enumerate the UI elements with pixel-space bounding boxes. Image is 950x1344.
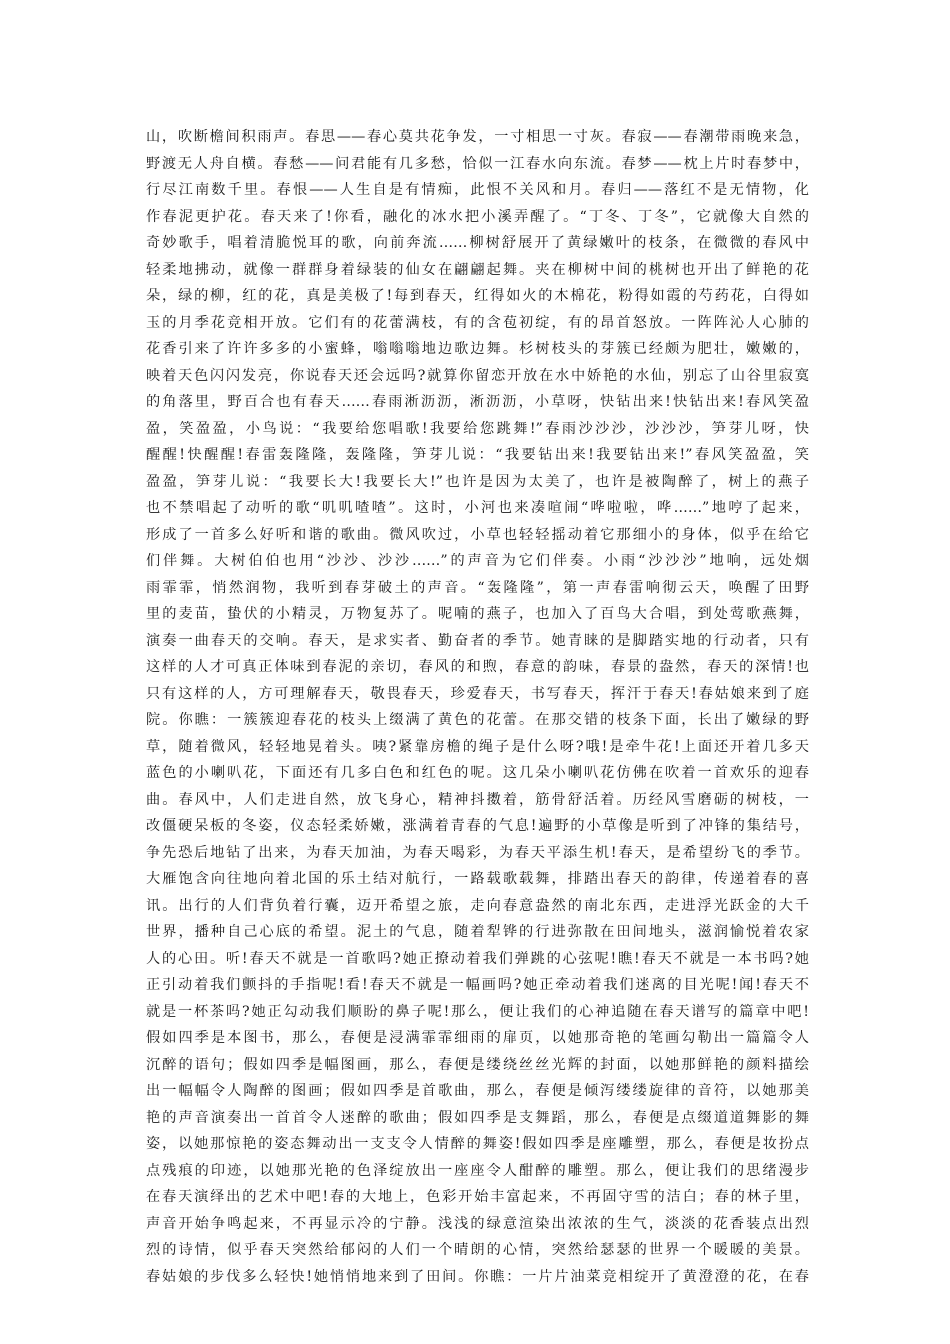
text-line: 的角落里，野百合也有春天……春雨淅沥沥，淅沥沥，小草呀，快钻出来!快钻出来!春风笑盈 bbox=[146, 394, 809, 410]
text-line: 雨霏霏，悄然润物，我听到春芽破土的声音。“轰隆隆”，第一声春雷响彻云天，唤醒了田野 bbox=[146, 579, 809, 596]
text-line: 院。你瞧：一簇簇迎春花的枝头上缀满了黄色的花蕾。在那交错的枝条下面，长出了嫩绿的野 bbox=[146, 712, 809, 728]
text-line: 姿，以她那惊艳的姿态舞动出一支支令人情醉的舞姿!假如四季是座雕塑，那么，春便是妆扮点 bbox=[146, 1136, 809, 1152]
text-line: 世界，播种自己心底的希望。泥土的气息，随着犁铧的行进弥散在田间地头，滋润愉悦着农家 bbox=[146, 924, 809, 940]
text-line: 醒醒!快醒醒!春雷轰隆隆，轰隆隆，笋芽儿说：“我要钻出来!我要钻出来!”春风笑盈盈，笑 bbox=[146, 447, 809, 463]
text-line: 声音开始争鸣起来，不再显示冷的宁静。浅浅的绿意渲染出浓浓的生气，淡淡的花香装点出烈 bbox=[146, 1215, 809, 1232]
text-line: 艳的声音演奏出一首首令人迷醉的歌曲；假如四季是支舞蹈，那么，春便是点缀道道舞影的舞 bbox=[146, 1109, 809, 1126]
text-line: 花香引来了许许多多的小蜜蜂，嗡嗡嗡地边歌边舞。杉树枝头的芽簇已经颇为肥壮，嫩嫩的， bbox=[146, 341, 809, 357]
text-line: 玉的月季花竞相开放。它们有的花蕾满枝，有的含苞初绽，有的昂首怒放。一阵阵沁人心肺的 bbox=[146, 314, 809, 331]
text-line: 盈，笑盈盈，小鸟说：“我要给您唱歌!我要给您跳舞!”春雨沙沙沙，沙沙沙，笋芽儿呀，快 bbox=[146, 420, 809, 437]
text-line: 大雁饱含向往地向着北国的乐土结对航行，一路载歌载舞，排踏出春天的韵律，传递着春的喜 bbox=[146, 871, 809, 887]
text-line: 出一幅幅令人陶醉的图画；假如四季是首歌曲，那么，春便是倾泻缕缕旋律的音符，以她那美 bbox=[146, 1083, 809, 1099]
document-body bbox=[146, 124, 809, 1290]
text-line: 轻柔地拂动，就像一群群身着绿装的仙女在翩翩起舞。夹在柳树中间的桃树也开出了鲜艳的花 bbox=[146, 261, 809, 278]
text-line: 行尽江南数千里。春恨——人生自是有情痴，此恨不关风和月。春归——落红不是无情物，化 bbox=[146, 182, 809, 198]
text-line: 们伴舞。大树伯伯也用“沙沙、沙沙……”的声音为它们伴奏。小雨“沙沙沙”地响，远处烟 bbox=[146, 553, 809, 569]
text-line: 改僵硬呆板的冬姿，仪态轻柔娇嫩，涨满着青春的气息!遍野的小草像是听到了冲锋的集结号， bbox=[146, 818, 809, 834]
text-line: 盈盈，笋芽儿说：“我要长大!我要长大!”也许是因为太美了，也许是被陶醉了，树上的燕子 bbox=[146, 473, 809, 490]
text-line: 这样的人才可真正体味到春泥的亲切，春风的和煦，春意的韵味，春景的盎然，春天的深情!也 bbox=[146, 659, 809, 675]
text-line: 正引动着我们颤抖的手指呢!看!春天不就是一幅画吗?她正牵动着我们迷离的目光呢!闻!春天不 bbox=[146, 977, 809, 993]
text-line: 春姑娘的步伐多么轻快!她悄悄地来到了田间。你瞧：一片片油菜竞相绽开了黄澄澄的花，在春 bbox=[146, 1268, 809, 1285]
text-line: 烈的诗情，似乎春天突然给郁闷的人们一个晴朗的心情，突然给瑟瑟的世界一个暖暖的美景。 bbox=[146, 1242, 809, 1258]
text-line: 野渡无人舟自横。春愁——问君能有几多愁，恰似一江春水向东流。春梦——枕上片时春梦中， bbox=[146, 155, 809, 172]
text-line: 在春天演绎出的艺术中吧!春的大地上，色彩开始丰富起来，不再固守雪的洁白；春的林子里， bbox=[146, 1189, 809, 1205]
text-line: 山，吹断檐间积雨声。春思——春心莫共花争发，一寸相思一寸灰。春寂——春潮带雨晚来急， bbox=[146, 129, 809, 145]
text-line: 形成了一首多么好听和谐的歌曲。微风吹过，小草也轻轻摇动着它那细小的身体，似乎在给它 bbox=[146, 526, 809, 543]
text-line: 曲。春风中，人们走进自然，放飞身心，精神抖擞着，筋骨舒活着。历经风雪磨砺的树枝，一 bbox=[146, 791, 809, 808]
text-line: 只有这样的人，方可理解春天，敬畏春天，珍爱春天，书写春天，挥汗于春天!春姑娘来到了庭 bbox=[146, 685, 809, 702]
text-line: 里的麦苗，蛰伏的小精灵，万物复苏了。呢喃的燕子，也加入了百鸟大合唱，到处莺歌燕舞， bbox=[146, 606, 809, 622]
text-line: 朵，绿的柳，红的花，真是美极了!每到春天，红得如火的木棉花，粉得如霞的芍药花，白得如 bbox=[146, 288, 809, 304]
text-line: 争先恐后地钻了出来，为春天加油，为春天喝彩，为春天平添生机!春天，是希望纷飞的季节。 bbox=[146, 844, 809, 861]
text-line: 点残痕的印迹，以她那光艳的色泽绽放出一座座令人酣醉的雕塑。那么，便让我们的思绪漫步 bbox=[146, 1162, 809, 1179]
text-line: 就是一杯茶吗?她正勾动我们顺盼的鼻子呢!那么，便让我们的心神追随在春天谱写的篇章中吧! bbox=[146, 1003, 809, 1020]
text-line: 讯。出行的人们背负着行囊，迈开希望之旅，走向春意盎然的南北东西，走进浮光跃金的大千 bbox=[146, 897, 809, 914]
text-line: 假如四季是本图书，那么，春便是浸满霏霏细雨的扉页，以她那奇艳的笔画勾勒出一篇篇令人 bbox=[146, 1030, 809, 1046]
text-line: 作春泥更护花。春天来了!你看，融化的冰水把小溪弄醒了。“丁冬、丁冬”，它就像大自然的 bbox=[146, 208, 809, 225]
text-line: 沉醉的语句；假如四季是幅图画，那么，春便是缕绕丝丝光辉的封面，以她那鲜艳的颜料描绘 bbox=[146, 1056, 809, 1073]
text-line: 人的心田。听!春天不就是一首歌吗?她正撩动着我们弹跳的心弦呢!瞧!春天不就是一本书吗?她 bbox=[146, 950, 809, 967]
text-line: 映着天色闪闪发亮，你说春天还会远吗?就算你留恋开放在水中娇艳的水仙，别忘了山谷里寂寞 bbox=[146, 367, 809, 384]
text-line: 奇妙歌手，唱着清脆悦耳的歌，向前奔流……柳树舒展开了黄绿嫩叶的枝条，在微微的春风中 bbox=[146, 235, 809, 251]
text-line: 也不禁唱起了动听的歌“叽叽喳喳”。这时，小河也来凑喧闹“哗啦啦，哗……”地哼了起来， bbox=[146, 500, 809, 516]
text-line: 草，随着微风，轻轻地晃着头。咦?紧靠房檐的绳子是什么呀?哦!是牵牛花!上面还开着几多天 bbox=[146, 738, 809, 755]
text-line: 蓝色的小喇叭花，下面还有几多白色和红色的呢。这几朵小喇叭花仿佛在吹着一首欢乐的迎春 bbox=[146, 765, 809, 781]
text-line: 演奏一曲春天的交响。春天，是求实者、勤奋者的季节。她青睐的是脚踏实地的行动者，只有 bbox=[146, 632, 809, 649]
